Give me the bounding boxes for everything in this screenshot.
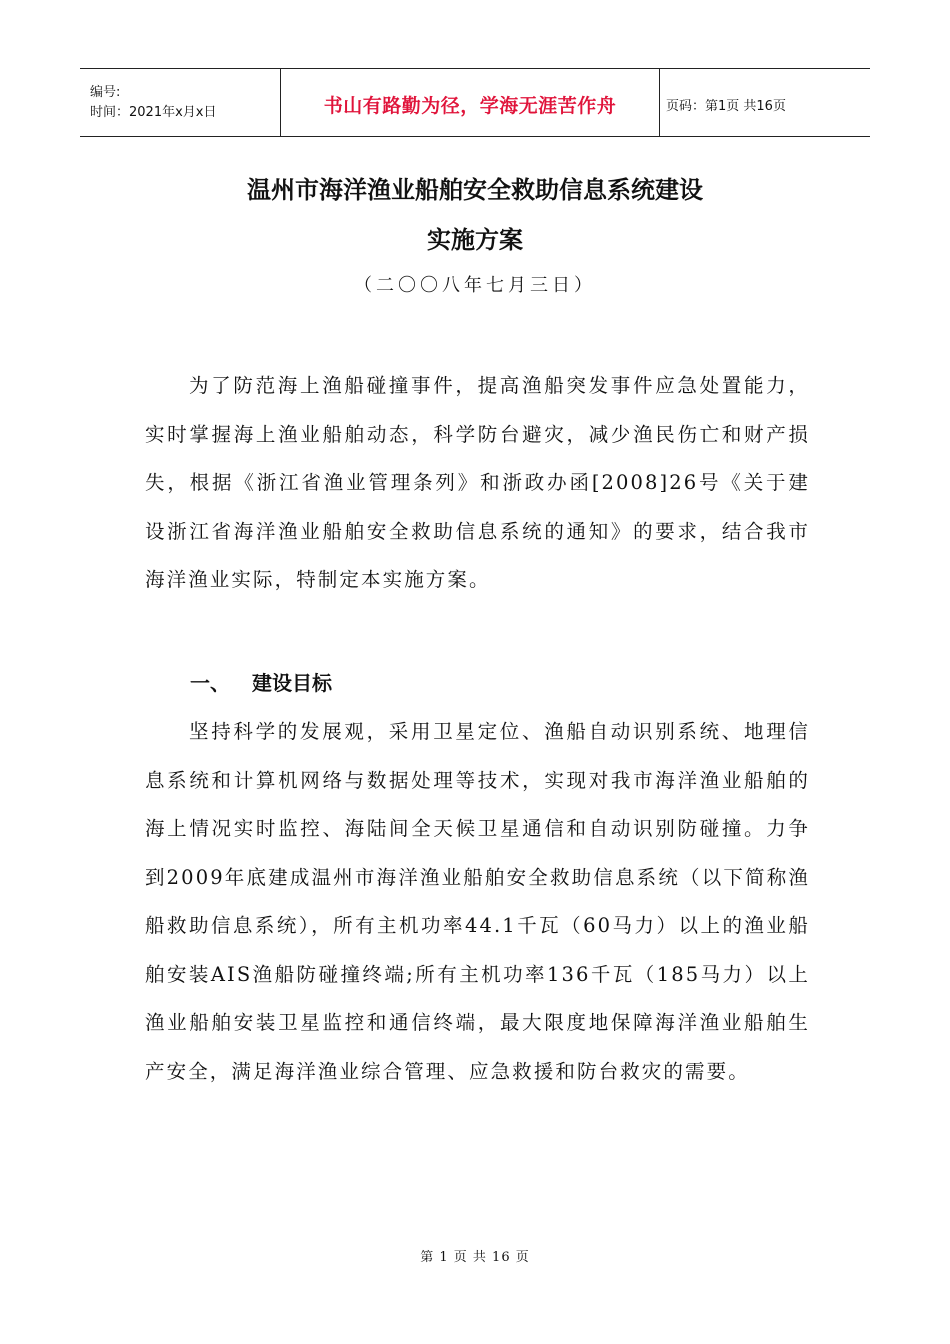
section-number: 一、 — [190, 671, 230, 695]
header-motto-cell — [281, 69, 660, 136]
document-time-label: 时间：2021年x月x日 — [90, 104, 217, 120]
section-heading — [190, 667, 332, 696]
intro-paragraph: 为了防范海上渔船碰撞事件，提高渔船突发事件应急处置能力，实时掌握海上渔业船舶动态，科学防台避灾，减少渔民伤亡和财产损失，根据《浙江省渔业管理条列》和浙政办函[2008]26号《关于建设浙江省海洋渔业船舶安全救助信息系统的通知》的要求，结合我市海洋渔业实际，特制定本实施方案。 — [145, 374, 810, 591]
document-title-line2: 实施方案 — [427, 226, 523, 254]
document-number-label: 编号: — [90, 84, 121, 100]
section-paragraph: 坚持科学的发展观，采用卫星定位、渔船自动识别系统、地理信息系统和计算机网络与数据处理等技术，实现对我市海洋渔业船舶的海上情况实时监控、海陆间全天候卫星通信和自动识别防碰撞。力争到2009年底建成温州市海洋渔业船舶安全救助信息系统（以下简称渔船救助信息系统），所有主机功率44.1千瓦（60马力）以上的渔业船舶安装AIS渔船防碰撞终端;所有主机功率136千瓦（185马力）以上渔业船舶安装卫星监控和通信终端，最大限度地保障海洋渔业船舶生产安全，满足海洋渔业综合管理、应急救援和防台救灾的需要。 — [145, 720, 810, 1083]
document-date: （二〇〇八年七月三日） — [354, 275, 596, 296]
document-header-table — [80, 68, 870, 137]
header-page-cell — [660, 69, 870, 136]
motto-text: 书山有路勤为径，学海无涯苦作舟 — [323, 95, 617, 117]
header-page-info: 页码：第1页 共16页 — [666, 99, 786, 114]
document-title-line1: 温州市海洋渔业船舶安全救助信息系统建设 — [247, 176, 703, 204]
header-meta-cell — [80, 69, 281, 136]
section-title: 建设目标 — [252, 671, 332, 695]
page-footer: 第 1 页 共 16 页 — [420, 1250, 530, 1265]
